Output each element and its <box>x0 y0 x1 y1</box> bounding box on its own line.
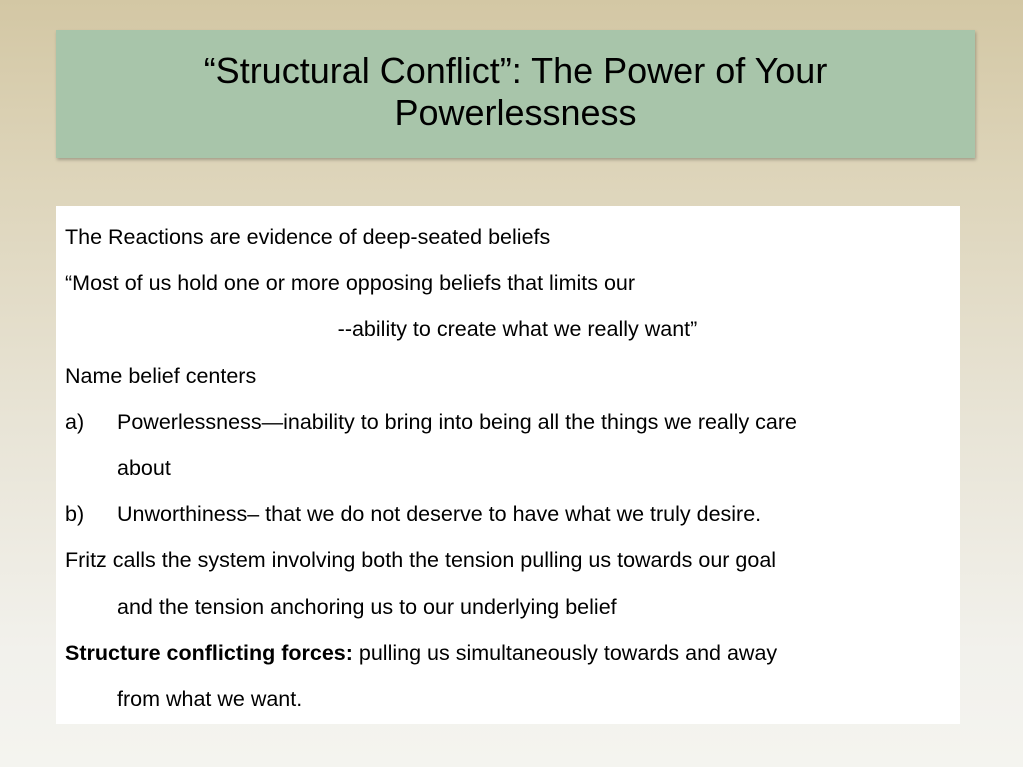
body-paragraph-reactions: The Reactions are evidence of deep-seated beliefs <box>65 225 551 249</box>
structure-definition: pulling us simultaneously towards and away <box>352 640 778 665</box>
fritz-paragraph-line-2: and the tension anchoring us to our underlying belief <box>117 594 617 619</box>
slide-title <box>164 50 868 134</box>
list-item-b <box>65 497 950 543</box>
structure-term: Structure conflicting forces: <box>65 640 353 665</box>
slide-title-line-2: Powerlessness <box>394 92 637 133</box>
structure-paragraph-line-2: from what we want. <box>117 686 303 711</box>
structure-paragraph-line-1 <box>65 636 950 682</box>
slide-title-line-1: “Structural Conflict”: The Power of Your <box>203 49 828 91</box>
slide-title-box <box>56 30 975 158</box>
list-marker-b: b) <box>65 502 85 527</box>
slide-body <box>56 206 960 724</box>
quote-line-1: “Most of us hold one or more opposing beliefs that limits our <box>65 271 636 296</box>
body-paragraph-belief-centers: Name belief centers <box>65 363 257 388</box>
list-item-a <box>65 405 950 451</box>
list-marker-a: a) <box>65 409 85 434</box>
list-item-b-text: Unworthiness– that we do not deserve to have what we truly desire. <box>117 502 762 527</box>
quote-line-2: --ability to create what we really want” <box>337 317 698 342</box>
list-item-a-text: Powerlessness—inability to bring into being all the things we really care <box>117 409 797 434</box>
fritz-paragraph-line-1: Fritz calls the system involving both the tension pulling us towards our goal <box>65 548 777 573</box>
list-item-a-continuation: about <box>117 455 171 480</box>
